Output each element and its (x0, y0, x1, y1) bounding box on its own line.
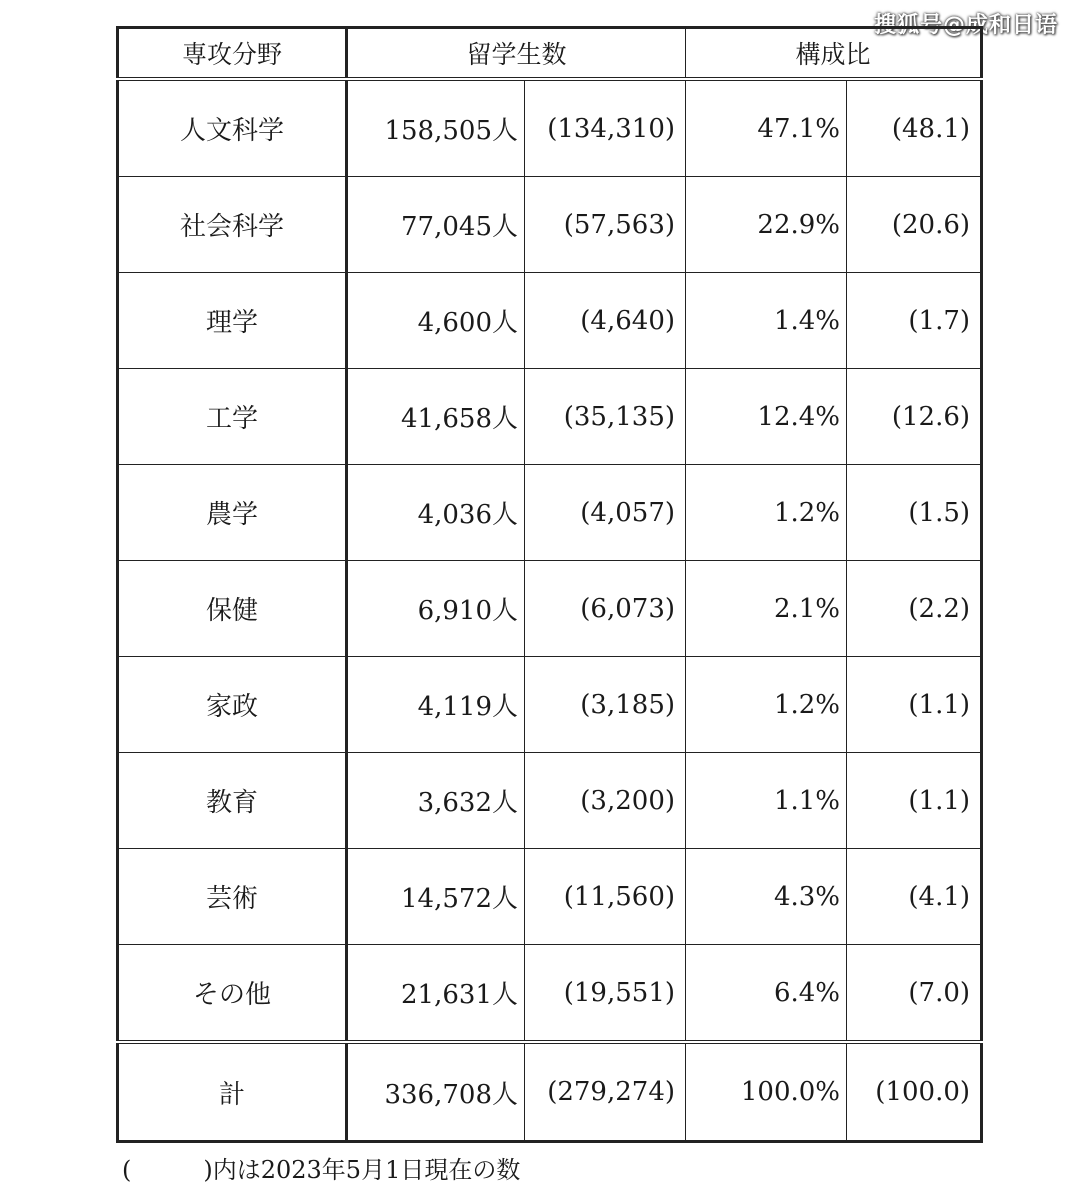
cell-total-pct: 100.0% (686, 1042, 847, 1142)
cell-prev-pct: (1.1) (847, 657, 982, 753)
cell-prev-pct: (7.0) (847, 945, 982, 1043)
header-ratio: 構成比 (686, 28, 982, 80)
table-row (118, 945, 982, 1043)
table-header-row (118, 28, 982, 80)
cell-prev-count: (57,563) (525, 177, 686, 273)
cell-total-field: 計 (118, 1042, 347, 1142)
cell-prev-count: (134,310) (525, 79, 686, 177)
cell-total-count: 336,708人 (347, 1042, 525, 1142)
cell-count: 77,045人 (347, 177, 525, 273)
cell-field: 農学 (118, 465, 347, 561)
table-row (118, 273, 982, 369)
table-row (118, 369, 982, 465)
cell-prev-pct: (20.6) (847, 177, 982, 273)
table-row (118, 849, 982, 945)
cell-prev-pct: (4.1) (847, 849, 982, 945)
cell-count: 21,631人 (347, 945, 525, 1043)
cell-count: 4,600人 (347, 273, 525, 369)
table-row (118, 561, 982, 657)
students-by-field-table (116, 26, 983, 1143)
cell-prev-pct: (1.1) (847, 753, 982, 849)
table-row (118, 657, 982, 753)
cell-field: 教育 (118, 753, 347, 849)
cell-count: 14,572人 (347, 849, 525, 945)
table-row (118, 79, 982, 177)
watermark: 搜狐号@成和日语 (873, 13, 1058, 38)
cell-count: 41,658人 (347, 369, 525, 465)
cell-count: 4,119人 (347, 657, 525, 753)
table-body (118, 79, 982, 1142)
cell-total-prev-pct: (100.0) (847, 1042, 982, 1142)
cell-pct: 47.1% (686, 79, 847, 177)
cell-prev-count: (35,135) (525, 369, 686, 465)
cell-prev-pct: (48.1) (847, 79, 982, 177)
cell-field: 保健 (118, 561, 347, 657)
cell-prev-count: (4,057) (525, 465, 686, 561)
table-row (118, 753, 982, 849)
cell-pct: 22.9% (686, 177, 847, 273)
cell-pct: 2.1% (686, 561, 847, 657)
cell-prev-count: (11,560) (525, 849, 686, 945)
cell-pct: 6.4% (686, 945, 847, 1043)
cell-prev-pct: (1.7) (847, 273, 982, 369)
cell-prev-count: (6,073) (525, 561, 686, 657)
table-row (118, 177, 982, 273)
cell-pct: 1.4% (686, 273, 847, 369)
cell-prev-count: (19,551) (525, 945, 686, 1043)
cell-field: その他 (118, 945, 347, 1043)
cell-pct: 1.2% (686, 657, 847, 753)
footnote: ( )内は2023年5月1日現在の数 (122, 1156, 521, 1184)
cell-pct: 1.2% (686, 465, 847, 561)
table-row (118, 465, 982, 561)
cell-count: 158,505人 (347, 79, 525, 177)
cell-prev-pct: (1.5) (847, 465, 982, 561)
cell-prev-count: (3,200) (525, 753, 686, 849)
table-total-row (118, 1042, 982, 1142)
cell-field: 工学 (118, 369, 347, 465)
cell-field: 芸術 (118, 849, 347, 945)
cell-count: 4,036人 (347, 465, 525, 561)
cell-pct: 4.3% (686, 849, 847, 945)
cell-pct: 12.4% (686, 369, 847, 465)
cell-count: 6,910人 (347, 561, 525, 657)
cell-field: 人文科学 (118, 79, 347, 177)
header-students: 留学生数 (347, 28, 686, 80)
header-field: 専攻分野 (118, 28, 347, 80)
cell-total-prev-count: (279,274) (525, 1042, 686, 1142)
cell-pct: 1.1% (686, 753, 847, 849)
cell-prev-pct: (2.2) (847, 561, 982, 657)
cell-field: 社会科学 (118, 177, 347, 273)
cell-prev-pct: (12.6) (847, 369, 982, 465)
cell-prev-count: (3,185) (525, 657, 686, 753)
cell-prev-count: (4,640) (525, 273, 686, 369)
cell-field: 家政 (118, 657, 347, 753)
cell-count: 3,632人 (347, 753, 525, 849)
cell-field: 理学 (118, 273, 347, 369)
